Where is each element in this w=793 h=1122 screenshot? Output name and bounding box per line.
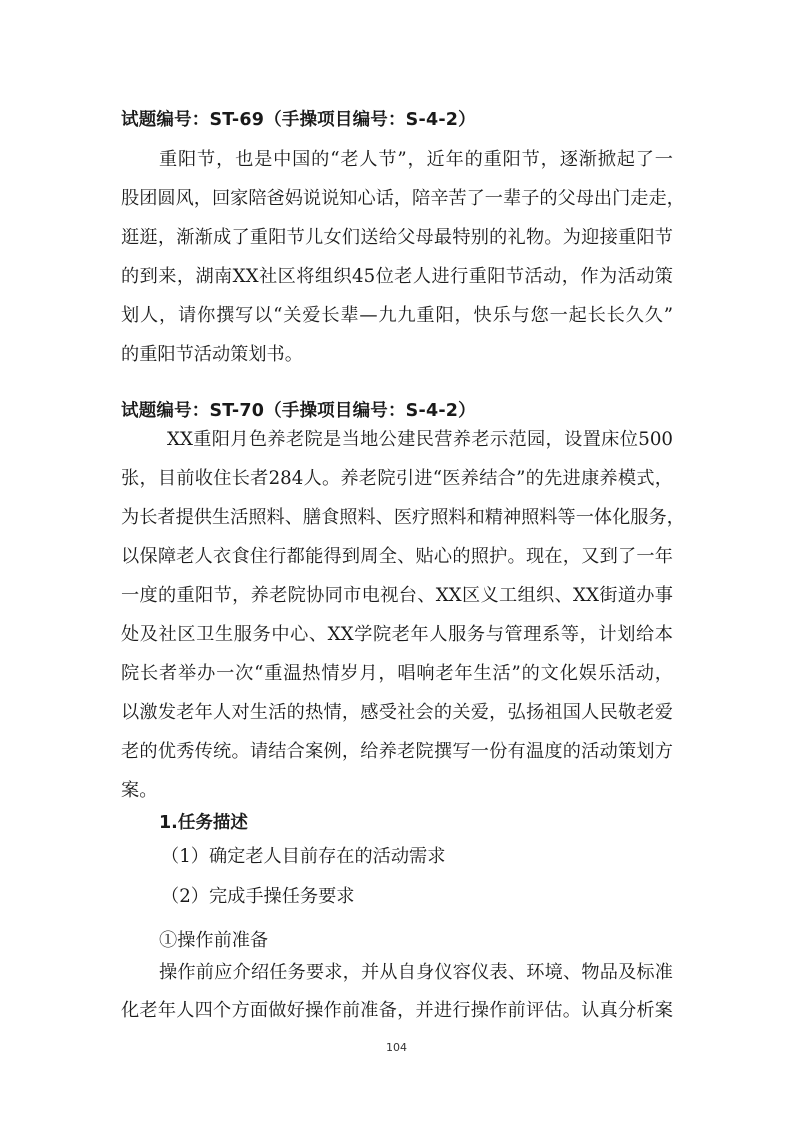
paragraph-line: XX重阳月色养老院是当地公建民营养老示范园，设置床位500 [167, 429, 673, 450]
paragraph-line: 张，目前收住长者284人。养老院引进“医养结合”的先进康养模式， [121, 468, 673, 489]
question-heading-st70: 试题编号：ST-70（手操项目编号：S-4-2） [121, 401, 476, 421]
paragraph-line: 操作前应介绍任务要求，并从自身仪容仪表、环境、物品及标准 [159, 962, 673, 983]
paragraph-line: 为长者提供生活照料、膳食照料、医疗照料和精神照料等一体化服务， [121, 507, 685, 528]
paragraph-line: 重阳节，也是中国的“老人节”，近年的重阳节，逐渐掀起了一 [159, 149, 673, 170]
paragraph-line: 案。 [121, 780, 158, 801]
paragraph-line: 处及社区卫生服务中心、XX学院老年人服务与管理系等，计划给本 [121, 624, 673, 645]
section-title-task-description: 1.任务描述 [159, 813, 248, 833]
paragraph-line: 以保障老人衣食住行都能得到周全、贴心的照护。现在，又到了一年 [121, 546, 673, 567]
paragraph-line: 院长者举办一次“重温热情岁月，唱响老年生活”的文化娱乐活动， [121, 663, 673, 684]
task-subitem: ①操作前准备 [159, 930, 269, 951]
paragraph-line: 股团圆风，回家陪爸妈说说知心话，陪辛苦了一辈子的父母出门走走， [121, 188, 685, 209]
task-item: （2）完成手操任务要求 [161, 886, 355, 907]
paragraph-line: 的重阳节活动策划书。 [121, 344, 303, 365]
paragraph-line: 划人，请你撰写以“关爱长辈—九九重阳，快乐与您一起长长久久” [121, 305, 673, 326]
paragraph-line: 老的优秀传统。请结合案例，给养老院撰写一份有温度的活动策划方 [121, 741, 673, 762]
paragraph-line: 的到来，湖南XX社区将组织45位老人进行重阳节活动，作为活动策 [121, 266, 673, 287]
paragraph-line: 逛逛，渐渐成了重阳节儿女们送给父母最特别的礼物。为迎接重阳节 [121, 227, 673, 248]
task-item: （1）确定老人目前存在的活动需求 [161, 846, 446, 867]
paragraph-line: 以激发老年人对生活的热情，感受社会的关爱，弘扬祖国人民敬老爱 [121, 702, 673, 723]
paragraph-line: 化老年人四个方面做好操作前准备，并进行操作前评估。认真分析案 [121, 1000, 673, 1021]
question-heading-st69: 试题编号：ST-69（手操项目编号：S-4-2） [121, 110, 476, 130]
paragraph-line: 一度的重阳节，养老院协同市电视台、XX区义工组织、XX街道办事 [121, 585, 673, 606]
page-number: 104 [386, 1041, 407, 1054]
